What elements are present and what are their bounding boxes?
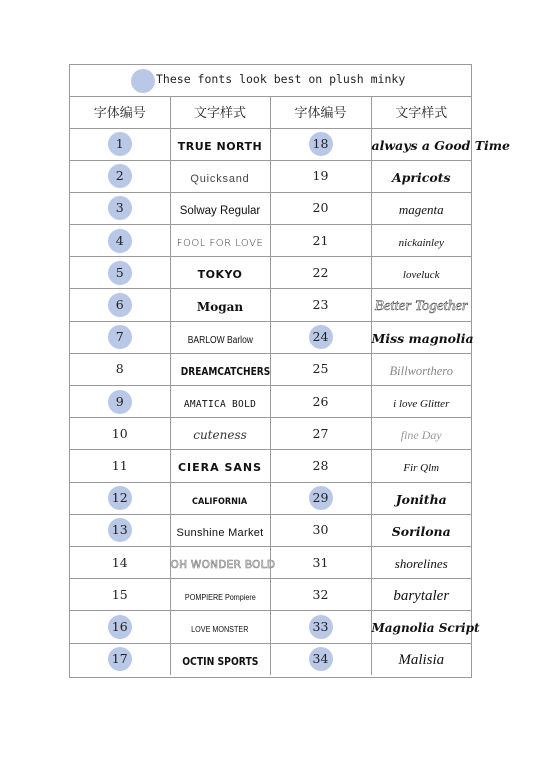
font-number: 31 bbox=[312, 554, 329, 570]
font-sample: POMPIERE Pompiere bbox=[184, 593, 256, 603]
font-number: 30 bbox=[312, 522, 329, 538]
font-number-badge: 24 bbox=[309, 325, 333, 349]
font-number-badge: 16 bbox=[108, 615, 132, 639]
table-row bbox=[70, 128, 471, 160]
font-sample: AMATICA BOLD bbox=[183, 399, 257, 411]
font-sample: DREAMCATCHERS bbox=[180, 364, 270, 378]
font-number: 23 bbox=[312, 297, 329, 313]
font-number-cell bbox=[70, 128, 170, 160]
font-sample-cell bbox=[170, 353, 270, 385]
font-number-cell bbox=[70, 482, 170, 514]
font-number-badge: 1 bbox=[108, 132, 132, 156]
font-sample-cell bbox=[170, 289, 270, 321]
font-sample-cell bbox=[371, 514, 471, 546]
font-number-cell bbox=[70, 579, 170, 611]
font-sample-cell bbox=[371, 225, 471, 257]
font-number-cell bbox=[270, 611, 371, 643]
font-sample: fine Day bbox=[400, 428, 442, 443]
font-sample: Jonitha bbox=[395, 491, 447, 507]
font-sample: CIERA SANS bbox=[177, 461, 263, 475]
font-sample-cell bbox=[170, 611, 270, 643]
font-number-badge: 34 bbox=[309, 647, 333, 671]
font-number-badge: 3 bbox=[108, 196, 132, 220]
font-sample-cell bbox=[170, 386, 270, 418]
font-number: 20 bbox=[312, 200, 329, 216]
font-number: 32 bbox=[312, 586, 329, 602]
font-sample: Mogan bbox=[196, 299, 244, 314]
table-row bbox=[70, 321, 471, 353]
font-number-cell bbox=[70, 192, 170, 224]
header-number-right: 字体编号 bbox=[270, 96, 371, 128]
font-number-cell bbox=[270, 386, 371, 418]
font-sample-cell bbox=[170, 514, 270, 546]
banner-dot-icon bbox=[131, 69, 155, 93]
font-number-cell bbox=[70, 546, 170, 578]
font-sample-cell bbox=[371, 257, 471, 289]
font-number-badge: 12 bbox=[108, 486, 132, 510]
font-rows bbox=[70, 128, 510, 675]
table-row bbox=[70, 579, 471, 611]
font-number-cell bbox=[270, 128, 371, 160]
font-number: 11 bbox=[111, 457, 128, 473]
font-sample-cell bbox=[371, 353, 471, 385]
table-row bbox=[70, 482, 471, 514]
table-row bbox=[70, 514, 471, 546]
font-sample-cell bbox=[371, 128, 510, 160]
font-number: 10 bbox=[111, 425, 128, 441]
font-number-cell bbox=[70, 289, 170, 321]
font-sample: Sunshine Market bbox=[176, 526, 264, 539]
font-sample: barytaler bbox=[393, 587, 450, 604]
font-sample-cell bbox=[371, 386, 471, 418]
font-sample: Better Together bbox=[374, 298, 468, 315]
font-sample-cell bbox=[371, 289, 471, 321]
table-row bbox=[70, 160, 471, 192]
font-sample-cell bbox=[371, 482, 471, 514]
font-number: 28 bbox=[312, 457, 329, 473]
font-number-cell bbox=[70, 643, 170, 675]
font-number-badge: 9 bbox=[108, 390, 132, 414]
font-number: 14 bbox=[111, 554, 128, 570]
font-sample-cell bbox=[371, 546, 471, 578]
font-sample-cell bbox=[170, 128, 270, 160]
font-sample-cell bbox=[170, 225, 270, 257]
table-row bbox=[70, 611, 471, 643]
font-number-cell bbox=[270, 321, 371, 353]
font-sample: always a Good Time bbox=[371, 137, 510, 153]
font-number: 19 bbox=[312, 168, 329, 184]
font-table bbox=[70, 96, 510, 675]
font-sample: BARLOW Barlow bbox=[187, 334, 253, 346]
font-sample-cell bbox=[170, 160, 270, 192]
font-sample-cell bbox=[170, 418, 270, 450]
font-number-cell bbox=[270, 482, 371, 514]
font-number: 25 bbox=[312, 361, 329, 377]
font-sample: i love Glitter bbox=[393, 398, 450, 411]
font-sample: shorelines bbox=[394, 556, 448, 572]
banner-text: These fonts look best on plush minky bbox=[156, 72, 406, 86]
table-row bbox=[70, 418, 471, 450]
font-sample: OH WONDER BOLD bbox=[170, 559, 276, 572]
font-sample: TRUE NORTH bbox=[177, 139, 263, 153]
font-number-cell bbox=[70, 353, 170, 385]
header-style-right: 文字样式 bbox=[371, 96, 471, 128]
font-number-cell bbox=[270, 160, 371, 192]
font-sample: Apricots bbox=[391, 169, 451, 185]
font-sample: Sorilona bbox=[391, 523, 451, 539]
font-sample: TOKYO bbox=[197, 268, 243, 282]
font-sample-cell bbox=[371, 192, 471, 224]
font-sample-cell bbox=[371, 579, 471, 611]
font-sample: nickainley bbox=[398, 237, 444, 250]
font-sample: Fir Qlm bbox=[403, 462, 440, 475]
font-sample: OCTIN SPORTS bbox=[181, 655, 259, 668]
font-sample-cell bbox=[170, 546, 276, 578]
table-row bbox=[70, 386, 471, 418]
font-sample: cuteness bbox=[193, 428, 247, 443]
header-style-left: 文字样式 bbox=[170, 96, 270, 128]
font-number-cell bbox=[270, 546, 371, 578]
font-number-cell bbox=[70, 418, 170, 450]
font-number-badge: 6 bbox=[108, 293, 132, 317]
font-number: 22 bbox=[312, 264, 329, 280]
banner bbox=[70, 65, 471, 97]
font-sample-cell bbox=[170, 257, 270, 289]
font-sample: Miss magnolia bbox=[371, 330, 474, 346]
font-number-cell bbox=[70, 514, 170, 546]
font-number: 8 bbox=[115, 361, 124, 377]
font-number-badge: 5 bbox=[108, 261, 132, 285]
font-number-badge: 2 bbox=[108, 164, 132, 188]
font-sample-cell bbox=[371, 643, 471, 675]
table-row bbox=[70, 546, 471, 578]
font-number: 21 bbox=[312, 232, 329, 248]
font-number-cell bbox=[70, 450, 170, 482]
font-number-badge: 7 bbox=[108, 325, 132, 349]
font-sample: Malisia bbox=[398, 652, 445, 669]
font-number-badge: 4 bbox=[108, 229, 132, 253]
font-number-cell bbox=[70, 386, 170, 418]
table-row bbox=[70, 289, 471, 321]
font-number-cell bbox=[270, 192, 371, 224]
font-sample: Billworthero bbox=[389, 363, 453, 378]
font-number: 15 bbox=[111, 586, 128, 602]
font-sample-cell bbox=[170, 579, 270, 611]
font-sample-cell bbox=[170, 643, 270, 675]
font-sample-cell bbox=[170, 192, 270, 224]
font-number-cell bbox=[270, 643, 371, 675]
font-number-cell bbox=[270, 514, 371, 546]
font-number-badge: 18 bbox=[309, 132, 333, 156]
font-number-badge: 29 bbox=[309, 486, 333, 510]
font-sample: LOVE MONSTER bbox=[191, 625, 249, 635]
font-sample: FOOL FOR LOVE bbox=[176, 238, 264, 250]
font-number-cell bbox=[70, 160, 170, 192]
font-number-cell bbox=[270, 450, 371, 482]
font-sample-cell bbox=[371, 418, 471, 450]
font-sample-cell bbox=[170, 450, 270, 482]
table-row bbox=[70, 450, 471, 482]
table-row bbox=[70, 353, 471, 385]
font-number: 27 bbox=[312, 425, 329, 441]
font-number-cell bbox=[70, 257, 170, 289]
table-row bbox=[70, 225, 471, 257]
font-number-badge: 33 bbox=[309, 615, 333, 639]
font-sample-cell bbox=[170, 482, 270, 514]
font-number-cell bbox=[270, 225, 371, 257]
font-sample: Quicksand bbox=[190, 172, 250, 185]
font-number-cell bbox=[270, 353, 371, 385]
table-row bbox=[70, 192, 471, 224]
font-number-cell bbox=[270, 579, 371, 611]
font-sample: magenta bbox=[398, 201, 444, 217]
font-number: 26 bbox=[312, 393, 329, 409]
font-number-cell bbox=[70, 321, 170, 353]
font-number-badge: 17 bbox=[108, 647, 132, 671]
font-sample-cell bbox=[170, 321, 270, 353]
font-number-cell bbox=[70, 611, 170, 643]
font-sample-cell bbox=[371, 160, 471, 192]
font-sample: loveluck bbox=[402, 269, 440, 282]
table-row bbox=[70, 257, 471, 289]
font-number-badge: 13 bbox=[108, 518, 132, 542]
font-sample: CALIFORNIA bbox=[192, 496, 248, 507]
header-row bbox=[70, 96, 471, 128]
font-sample: Solway Regular bbox=[179, 204, 261, 217]
font-number-cell bbox=[270, 418, 371, 450]
font-sample-cell bbox=[371, 450, 471, 482]
font-number-cell bbox=[270, 257, 371, 289]
font-sample-cell bbox=[371, 611, 480, 643]
font-sample-cell bbox=[371, 321, 474, 353]
table-row bbox=[70, 643, 471, 675]
header-number-left: 字体编号 bbox=[70, 96, 170, 128]
font-sample: Magnolia Script bbox=[371, 621, 480, 636]
font-number-cell bbox=[270, 289, 371, 321]
font-number-cell bbox=[70, 225, 170, 257]
font-sample-sheet bbox=[69, 64, 510, 678]
